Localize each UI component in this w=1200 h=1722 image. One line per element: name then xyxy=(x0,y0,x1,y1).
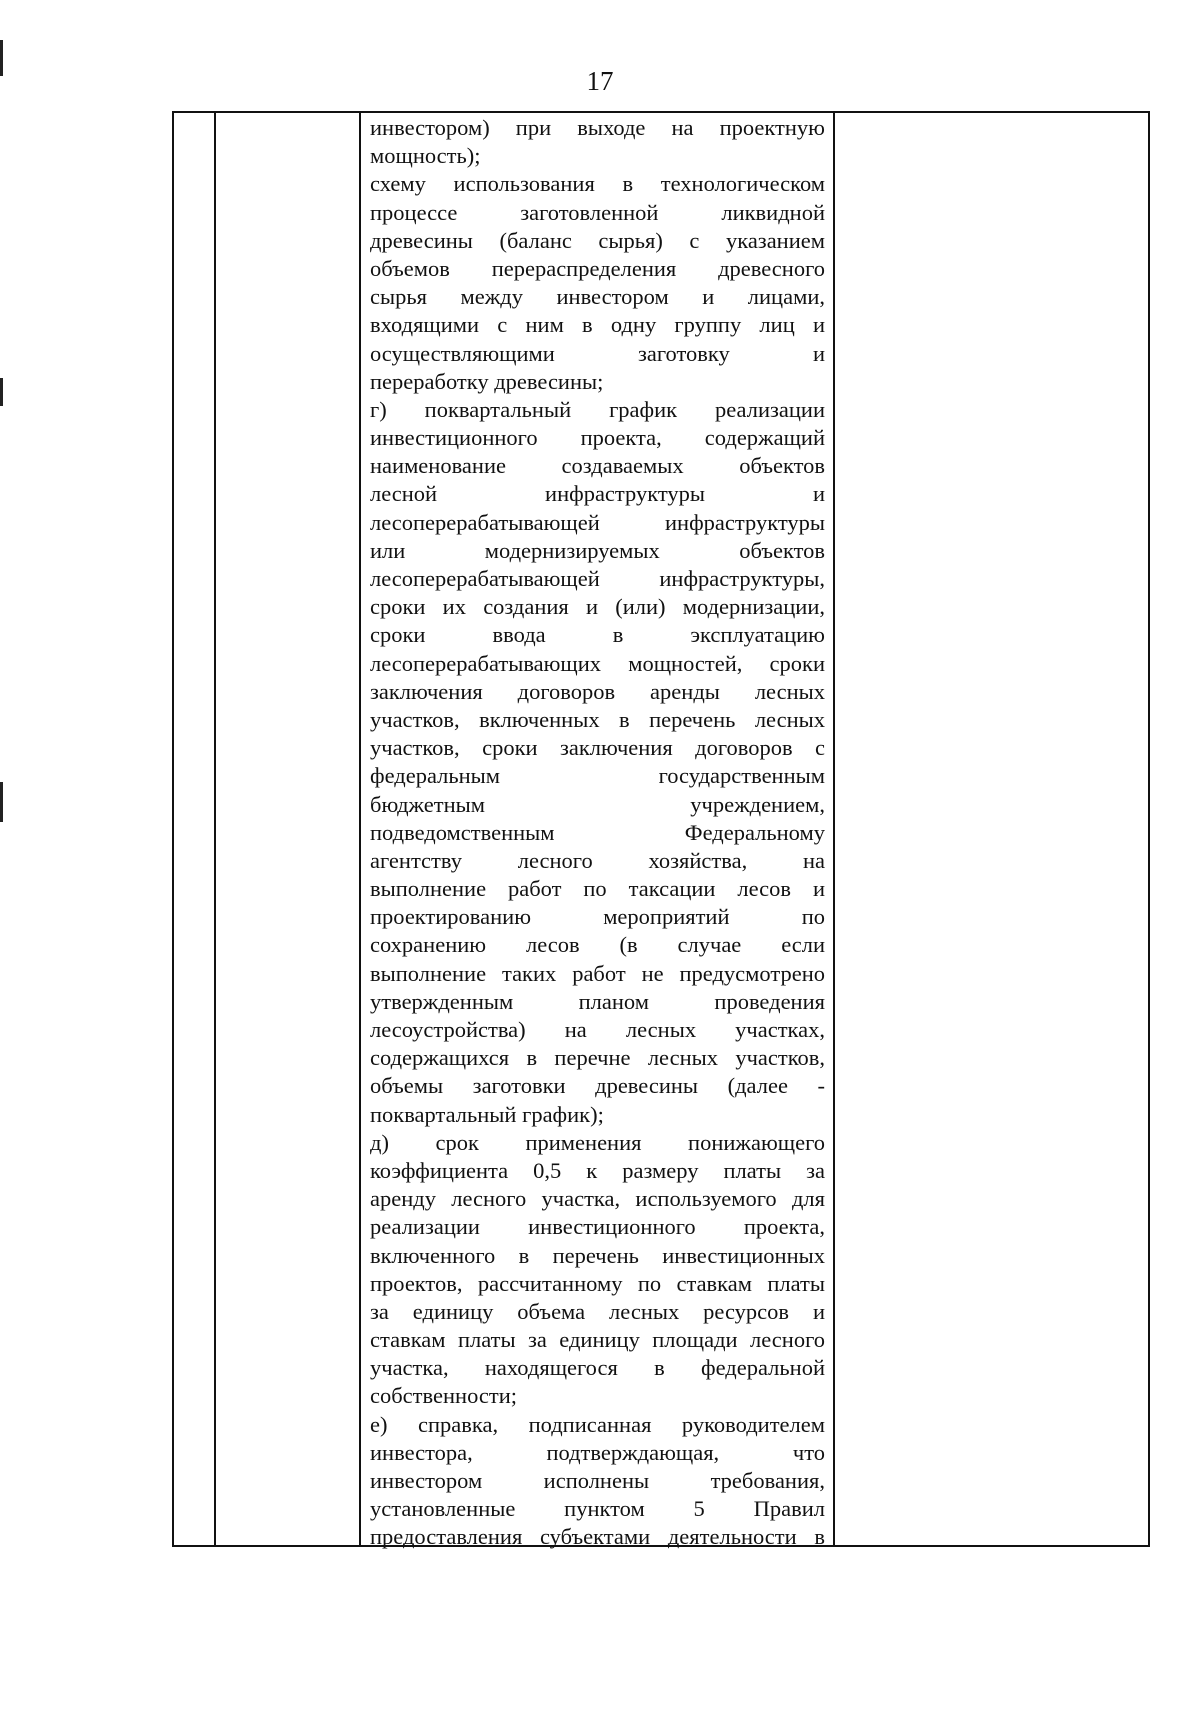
text-line: лесоустройства) на лесных участках, xyxy=(370,1017,825,1042)
text-line: инвестором исполнены требования, xyxy=(370,1468,825,1493)
text-line: установленные пунктом 5 Правил xyxy=(370,1496,825,1522)
text-line: участка, находящегося в федеральной xyxy=(370,1355,825,1381)
text-line: осуществляющими заготовку и xyxy=(370,340,825,366)
text-line: проектированию мероприятий по xyxy=(370,904,825,930)
text-line: инвестиционного проекта, содержащий xyxy=(370,425,825,451)
text-line: за единицу объема лесных ресурсов и xyxy=(370,1298,825,1324)
text-line: реализации инвестиционного проекта, xyxy=(370,1214,825,1240)
column-divider-3 xyxy=(833,113,835,1545)
text-line: наименование создаваемых объектов xyxy=(370,453,825,479)
text-line: включенного в перечень инвестиционных xyxy=(370,1242,825,1268)
text-line: выполнение таких работ не предусмотрено xyxy=(370,960,825,986)
text-line: утвержденным планом проведения xyxy=(370,988,825,1014)
text-line: аренду лесного участка, используемого для xyxy=(370,1186,825,1212)
text-line: сохранению лесов (в случае если xyxy=(370,932,825,958)
text-line: древесины (баланс сырья) с указанием xyxy=(370,227,825,253)
column-divider-2 xyxy=(359,113,361,1545)
text-line: предоставления субъектами деятельности в xyxy=(370,1524,825,1550)
text-line: е) справка, подписанная руководителем xyxy=(370,1411,825,1437)
text-line: схему использования в технологическом xyxy=(370,171,825,197)
text-line: ставкам платы за единицу площади лесного xyxy=(370,1327,825,1353)
text-line: агентству лесного хозяйства, на xyxy=(370,847,825,873)
text-line: содержащихся в перечне лесных участков, xyxy=(370,1045,825,1071)
scan-mark-lower xyxy=(0,782,3,822)
text-line: процессе заготовленной ликвидной xyxy=(370,199,825,225)
text-line: участков, сроки заключения договоров с xyxy=(370,735,825,761)
text-line: лесоперерабатывающей инфраструктуры, xyxy=(370,566,825,591)
text-line: переработку древесины; xyxy=(370,368,604,394)
text-line: подведомственным Федеральному xyxy=(370,819,825,845)
text-line: лесоперерабатывающей инфраструктуры xyxy=(370,509,825,535)
text-line: или модернизируемых объектов xyxy=(370,537,825,563)
text-line: лесной инфраструктуры и xyxy=(370,481,825,507)
text-line: д) срок применения понижающего xyxy=(370,1129,825,1155)
text-line: объемов перераспределения древесного xyxy=(370,255,825,281)
text-line: федеральным государственным xyxy=(370,763,825,789)
text-line: поквартальный график); xyxy=(370,1101,604,1127)
text-line: инвестора, подтверждающая, что xyxy=(370,1439,825,1465)
page-number: 17 xyxy=(586,66,614,96)
column-divider-1 xyxy=(214,113,216,1545)
text-line: инвестором) при выходе на проектную xyxy=(370,115,825,140)
text-line: проектов, рассчитанному по ставкам платы xyxy=(370,1270,825,1296)
text-line: объемы заготовки древесины (далее - xyxy=(370,1073,825,1099)
text-line: коэффициента 0,5 к размеру платы за xyxy=(370,1157,825,1183)
text-line: собственности; xyxy=(370,1383,517,1409)
text-line: г) поквартальный график реализации xyxy=(370,396,825,422)
scan-mark-middle xyxy=(0,378,3,406)
text-line: входящими с ним в одну группу лиц и xyxy=(370,312,825,338)
table-cell-text xyxy=(370,114,825,1552)
text-line: мощность); xyxy=(370,143,481,169)
text-line: заключения договоров аренды лесных xyxy=(370,678,825,704)
text-line: сроки их создания и (или) модернизации, xyxy=(370,594,825,620)
text-line: сырья между инвестором и лицами, xyxy=(370,284,825,310)
text-line: участков, включенных в перечень лесных xyxy=(370,706,825,732)
text-line: лесоперерабатывающих мощностей, сроки xyxy=(370,650,825,676)
text-line: сроки ввода в эксплуатацию xyxy=(370,622,825,648)
text-line: выполнение работ по таксации лесов и xyxy=(370,876,825,902)
text-line: бюджетным учреждением, xyxy=(370,791,825,817)
